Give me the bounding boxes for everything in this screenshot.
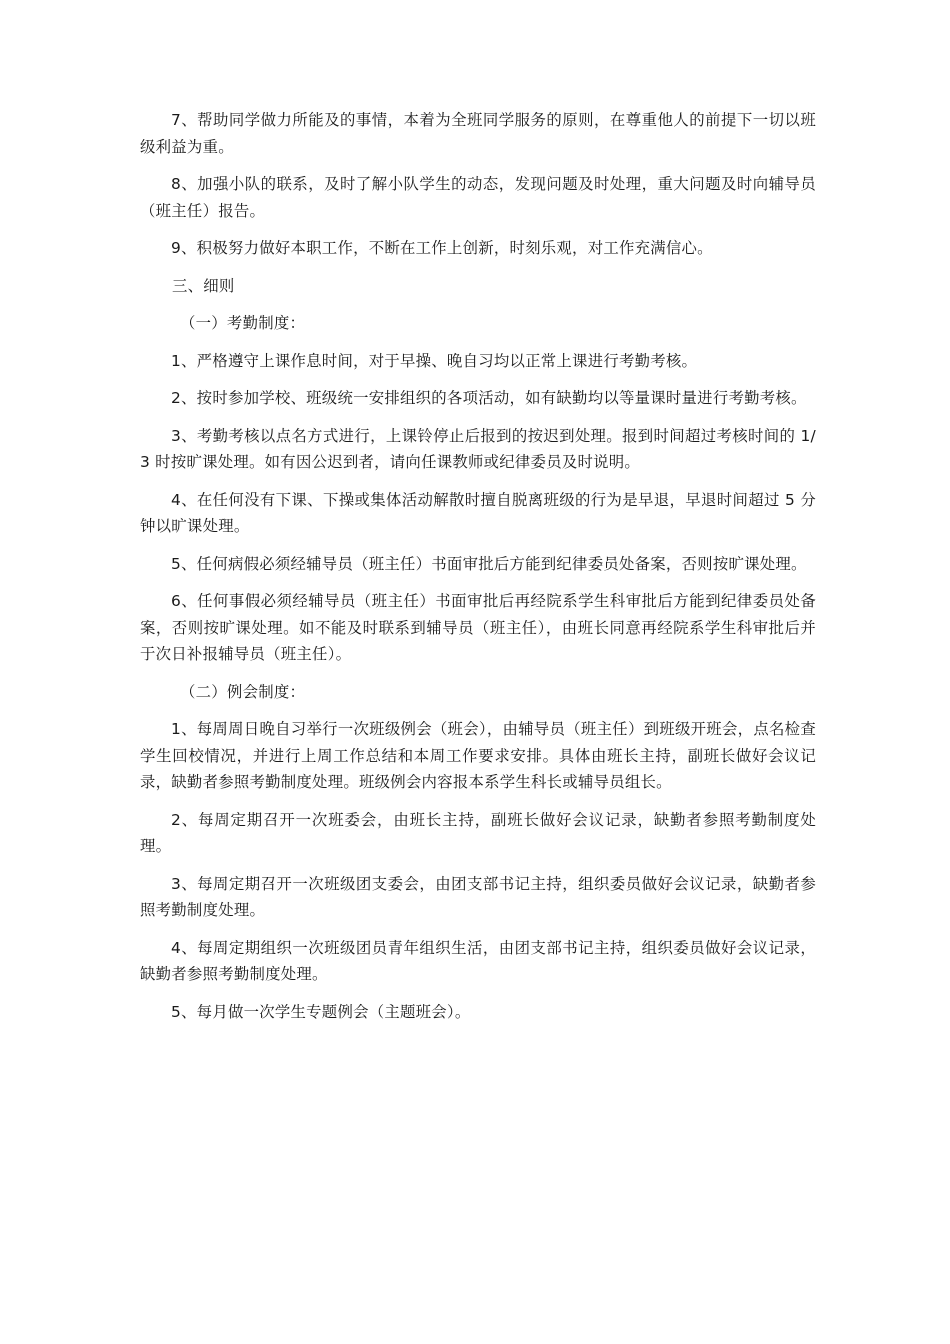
attendance-item-4: 4、在任何没有下课、下操或集体活动解散时擅自脱离班级的行为是早退，早退时间超过 5 分钟以旷课处理。 xyxy=(140,490,816,535)
attendance-item-5: 5、任何病假必须经辅导员（班主任）书面审批后方能到纪律委员处备案，否则按旷课处理。 xyxy=(171,554,807,573)
meeting-item-5: 5、每月做一次学生专题例会（主题班会）。 xyxy=(171,1002,471,1021)
meeting-item-2: 2、每周定期召开一次班委会，由班长主持，副班长做好会议记录，缺勤者参照考勤制度处理。 xyxy=(140,810,816,855)
rule-item-7: 7、帮助同学做力所能及的事情，本着为全班同学服务的原则，在尊重他人的前提下一切以班级利益为重。 xyxy=(140,111,816,156)
attendance-item-3: 3、考勤考核以点名方式进行，上课铃停止后报到的按迟到处理。报到时间超过考核时间的 1/3 时按旷课处理。如有因公迟到者，请向任课教师或纪律委员及时说明。 xyxy=(140,426,816,471)
attendance-item-6: 6、任何事假必须经辅导员（班主任）书面审批后再经院系学生科审批后方能到纪律委员处备案，否则按旷课处理。如不能及时联系到辅导员（班主任），由班长同意再经院系学生科审批后并于次日补报辅导员（班主任）。 xyxy=(140,592,816,663)
document-body xyxy=(140,107,816,1036)
meeting-item-4: 4、每周定期组织一次班级团员青年组织生活，由团支部书记主持，组织委员做好会议记录，缺勤者参照考勤制度处理。 xyxy=(140,938,816,983)
subsection-heading-attendance: （一）考勤制度： xyxy=(180,314,306,332)
subsection-heading-meetings: （二）例会制度： xyxy=(180,682,306,701)
rule-item-8: 8、加强小队的联系，及时了解小队学生的动态，发现问题及时处理，重大问题及时向辅导员（班主任）报告。 xyxy=(140,175,816,220)
section-heading-rules: 三、细则 xyxy=(172,276,235,295)
attendance-item-1: 1、严格遵守上课作息时间，对于早操、晚自习均以正常上课进行考勤考核。 xyxy=(171,351,698,370)
meeting-item-1: 1、每周周日晚自习举行一次班级例会（班会），由辅导员（班主任）到班级开班会，点名检查学生回校情况，并进行上周工作总结和本周工作要求安排。具体由班长主持，副班长做好会议记录，缺勤者参照考勤制度处理。班级例会内容报本系学生科长或辅导员组长。 xyxy=(140,720,816,791)
meeting-item-3: 3、每周定期召开一次班级团支委会，由团支部书记主持，组织委员做好会议记录，缺勤者参照考勤制度处理。 xyxy=(140,874,816,919)
rule-item-9: 9、积极努力做好本职工作，不断在工作上创新，时刻乐观，对工作充满信心。 xyxy=(171,239,713,257)
attendance-item-2: 2、按时参加学校、班级统一安排组织的各项活动，如有缺勤均以等量课时量进行考勤考核。 xyxy=(171,389,807,407)
